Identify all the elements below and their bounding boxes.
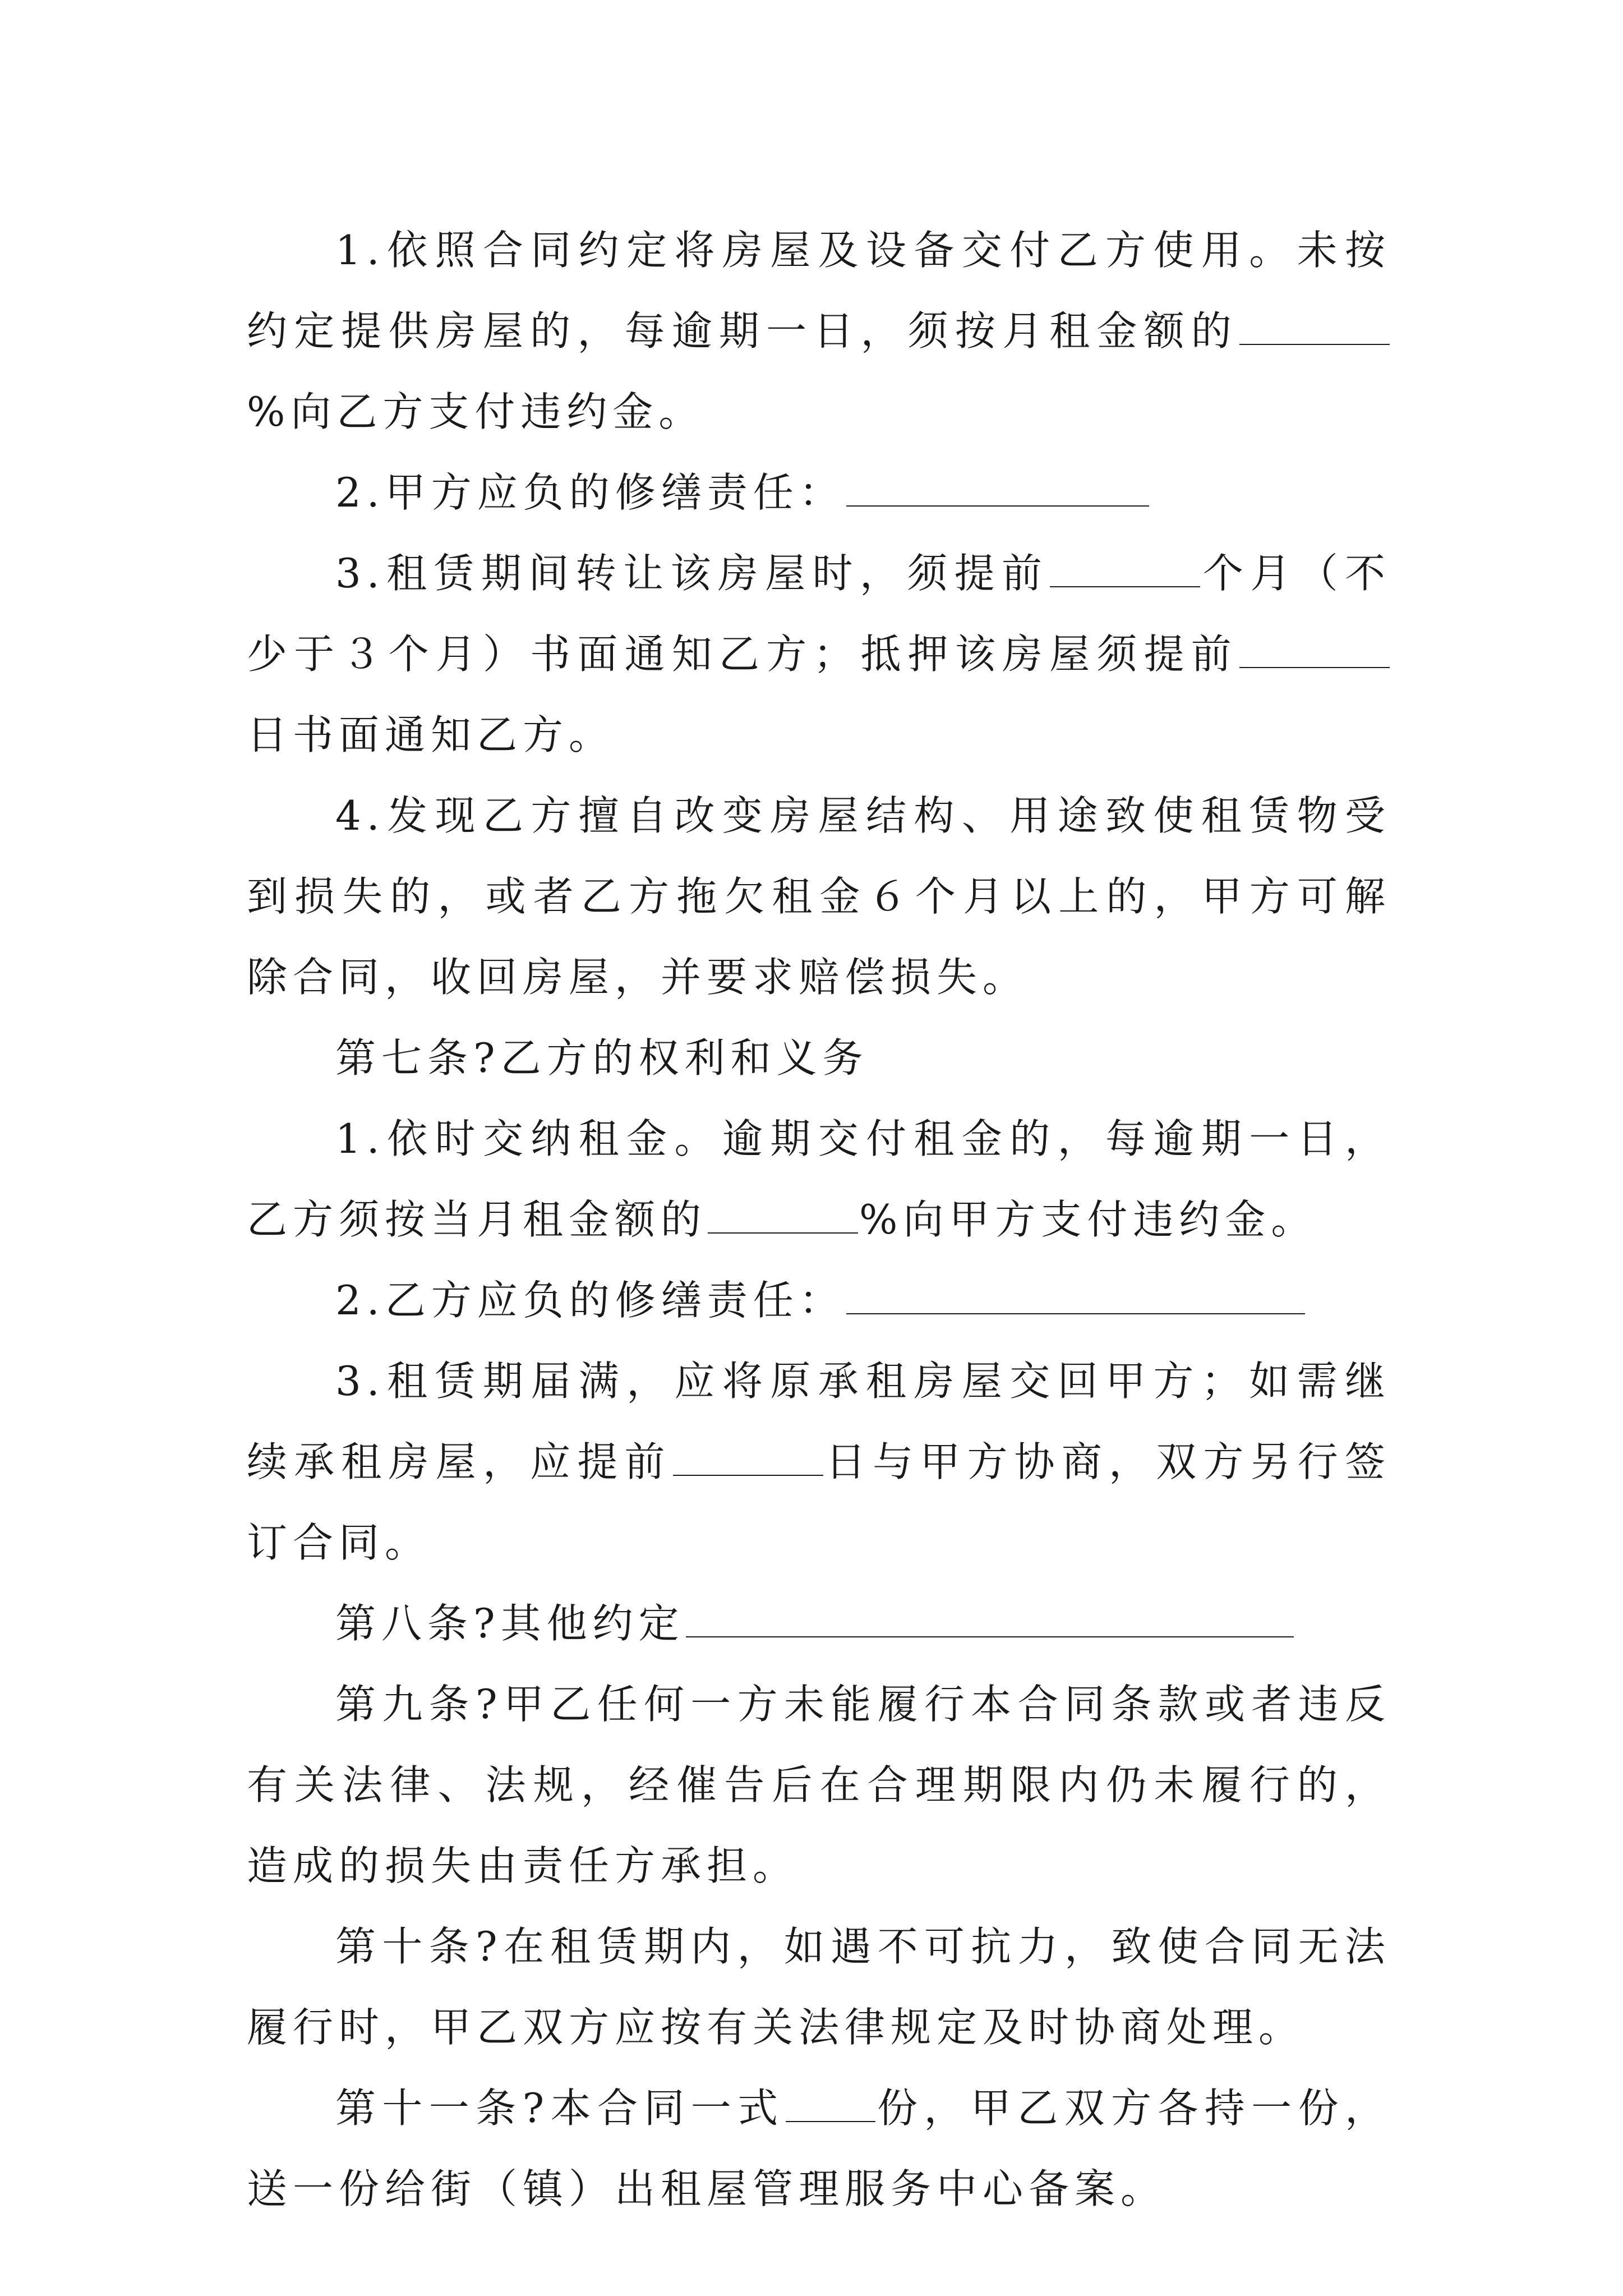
clause-tenant-repair (247, 1260, 1391, 1341)
article-title: 第八条?其他约定 (335, 1600, 685, 1647)
clause-text: 日书面通知乙方。 (247, 711, 615, 758)
clause-text: %向甲方支付违约金。 (859, 1196, 1317, 1243)
contract-body (247, 210, 1391, 2229)
article-8-other (247, 1583, 1391, 1664)
clause-text: 第十一条?本合同一式 (335, 2085, 785, 2132)
clause-text: 1.依时交纳租金。逾期交付租金的，每逾期一日，乙方须按当月租金额的 (247, 1115, 1391, 1243)
article-9-breach (247, 1664, 1391, 1906)
clause-text: 2.乙方应负的修缮责任： (335, 1277, 845, 1324)
fill-in-blank[interactable] (673, 1439, 823, 1476)
clause-termination (247, 775, 1391, 1018)
clause-landlord-delivery (247, 210, 1391, 452)
fill-in-blank[interactable] (786, 2085, 875, 2122)
fill-in-blank[interactable] (1239, 308, 1390, 345)
clause-text: %向乙方支付违约金。 (247, 388, 705, 435)
clause-text: 第九条?甲乙任何一方未能履行本合同条款或者违反有关法律、法规，经催告后在合理期限内仍未履行的，造成的损失由责任方承担。 (247, 1681, 1391, 1889)
clause-tenant-rent (247, 1098, 1391, 1260)
article-7-heading (247, 1018, 1391, 1098)
fill-in-blank[interactable] (1050, 550, 1200, 587)
clause-lease-expiry (247, 1341, 1391, 1583)
clause-transfer-notice (247, 533, 1391, 775)
fill-in-blank[interactable] (708, 1197, 858, 1234)
clause-text: 个月（不少于３个月）书面通知乙方；抵押该房屋须提前 (247, 550, 1391, 678)
article-title: 第七条?乙方的权利和义务 (335, 1034, 869, 1082)
fill-in-blank[interactable] (846, 1277, 1305, 1314)
clause-landlord-repair (247, 452, 1391, 533)
clause-text: 第十条?在租赁期内，如遇不可抗力，致使合同无法履行时，甲乙双方应按有关法律规定及时协商处理。 (247, 1923, 1391, 2051)
clause-text: 3.租赁期届满，应将原承租房屋交回甲方；如需继续承租房屋，应提前 (247, 1358, 1391, 1485)
clause-text: 3.租赁期间转让该房屋时，须提前 (335, 550, 1049, 597)
clause-text: 1.依照合同约定将房屋及设备交付乙方使用。未按约定提供房屋的，每逾期一日，须按月租金额的 (247, 227, 1391, 355)
clause-text: 2.甲方应负的修缮责任： (335, 469, 845, 516)
clause-text: 日与甲方协商，双方另行签订合同。 (247, 1438, 1391, 1566)
clause-text: 份，甲乙双方各持一份，送一份给街（镇）出租屋管理服务中心备案。 (247, 2085, 1391, 2212)
article-11-copies (247, 2068, 1391, 2229)
clause-text: 4.发现乙方擅自改变房屋结构、用途致使租赁物受到损失的，或者乙方拖欠租金６个月以上的，甲方可解除合同，收回房屋，并要求赔偿损失。 (247, 792, 1391, 1001)
fill-in-blank[interactable] (846, 470, 1149, 507)
fill-in-blank[interactable] (686, 1600, 1294, 1637)
article-10-force-majeure (247, 1906, 1391, 2068)
fill-in-blank[interactable] (1239, 631, 1390, 668)
